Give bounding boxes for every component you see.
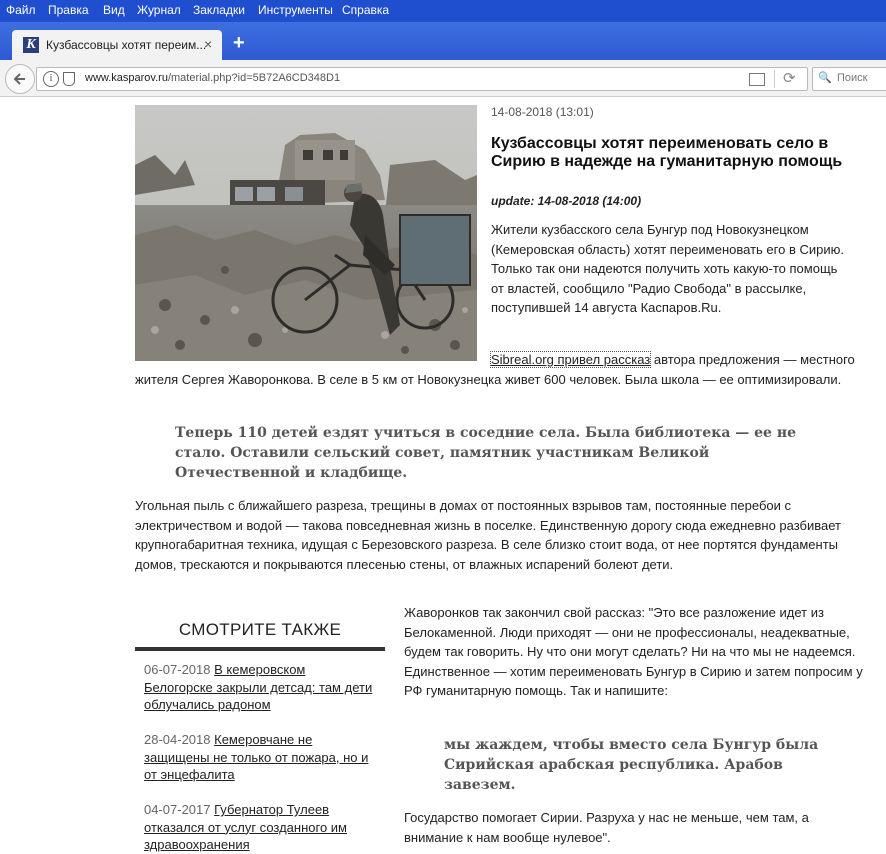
new-tab-button[interactable]: + <box>233 32 245 54</box>
quote-block-1: Теперь 110 детей ездят учиться в соседние села. Была библиотека — ее не стало. Оставили сельский совет, памятник участникам Великой Отечественной и кладбище. <box>175 425 796 481</box>
menu-help[interactable]: Справка <box>342 3 390 17</box>
menu-tools[interactable]: Инструменты <box>258 3 333 17</box>
url-domain: www.kasparov.ru <box>85 72 168 84</box>
article-date: 14-08-2018 (13:01) <box>491 105 594 119</box>
search-placeholder: Поиск <box>837 72 868 84</box>
menu-bar <box>0 0 886 22</box>
url-path: /material.php?id=5B72A6CD348D1 <box>167 72 341 84</box>
menu-bookmarks[interactable]: Закладки <box>193 3 245 17</box>
menu-view[interactable]: Вид <box>103 3 125 17</box>
arrow-left-icon <box>12 71 28 87</box>
list-item-link[interactable]: В кемеровском Белогорске закрыли детсад: там дети облучались радоном <box>144 662 373 712</box>
sibreal-link[interactable]: Sibreal.org привел рассказ <box>491 352 651 367</box>
search-input[interactable] <box>812 67 886 91</box>
article-photo <box>135 105 477 361</box>
list-item <box>144 801 374 854</box>
list-item-date: 06-07-2018 <box>144 662 211 677</box>
tab-article[interactable] <box>12 30 222 60</box>
menu-file[interactable]: Файл <box>6 3 36 17</box>
list-item-date: 28-04-2018 <box>144 732 211 747</box>
list-item-link[interactable]: Кемеровчане не защищены не только от пожара, но и от энцефалита <box>144 732 369 782</box>
list-item-link[interactable]: Губернатор Тулеев отказался от услуг созданного им здравоохранения <box>144 802 347 852</box>
url-bar-divider <box>774 70 775 88</box>
tab-title: Кузбассовцы хотят переим... <box>46 38 207 52</box>
see-also-divider <box>135 647 385 651</box>
kasparov-favicon-icon: K <box>23 37 39 53</box>
article-title: Кузбассовцы хотят переименовать село в Сирию в надежде на гуманитарную помощь <box>491 135 843 170</box>
url-text[interactable] <box>85 72 340 84</box>
menu-edit[interactable]: Правка <box>48 3 89 17</box>
url-bar[interactable] <box>36 67 808 91</box>
info-icon[interactable]: i <box>43 71 59 87</box>
ruins-photo-illustration <box>135 105 477 361</box>
article-paragraph-4: Жаворонков так закончил свой рассказ: "Это все разложение идет из Белокаменной. Люди приходят — они не профессионалы, неадекватные, будем так говорить. Ну что они могут сделать? Ни на что мы не надеемся. Единственное — хотим переименовать Бунгур в Сирию и затем попросим у РФ гуманитарную помощь. Так и напишите: <box>404 605 863 698</box>
search-icon: 🔍 <box>818 72 832 84</box>
reader-view-icon[interactable] <box>749 73 765 86</box>
navigation-bar <box>0 60 886 97</box>
list-item-date: 04-07-2017 <box>144 802 211 817</box>
list-item <box>144 731 374 784</box>
see-also-heading: СМОТРИТЕ ТАКЖЕ <box>178 620 342 639</box>
article-update: update: 14-08-2018 (14:00) <box>491 194 642 208</box>
shield-icon[interactable] <box>63 72 75 86</box>
article-paragraph-5: Государство помогает Сирии. Разруха у нас не меньше, чем там, а внимание к нам вообще нулевое". <box>404 810 809 845</box>
article-paragraph-3: Угольная пыль с ближайшего разреза, трещины в домах от постоянных взрывов там, постоянные перебои с электричеством и водой — такова повседневная жизнь в поселке. Единственную дорогу сюда ежедневно разбивает крупногабаритная техника, идущая с Березовского разреза. В селе близко стоит вода, от нее портятся фундаменты домов, трескаются и покрываются плесенью стены, от влажных испарений болеют дети. <box>135 498 842 572</box>
article-lead: Жители кузбасского села Бунгур под Новокузнецком (Кемеровская область) хотят переименовать его в Сирию. Только так они надеются получить хоть какую-то помощь от властей, сообщило "Радио Свобода" в рассылке, поступившей 14 августа Каспаров.Ru. <box>491 222 844 315</box>
tab-close-icon[interactable]: × <box>204 36 213 52</box>
menu-history[interactable]: Журнал <box>137 3 181 17</box>
quote-block-2: мы жаждем, чтобы вместо села Бунгур была Сирийская арабская республика. Арабов завезем. <box>444 737 819 793</box>
list-item <box>144 661 374 714</box>
article-paragraph-2 <box>135 350 875 389</box>
reload-icon[interactable]: ⟳ <box>783 70 796 87</box>
article-paragraph-2-text: автора предложения — местного жителя Сергея Жаворонкова. В селе в 5 км от Новокузнецка живет 600 человек. Была школа — ее оптимизировали. <box>135 352 855 387</box>
back-button[interactable] <box>5 64 35 94</box>
